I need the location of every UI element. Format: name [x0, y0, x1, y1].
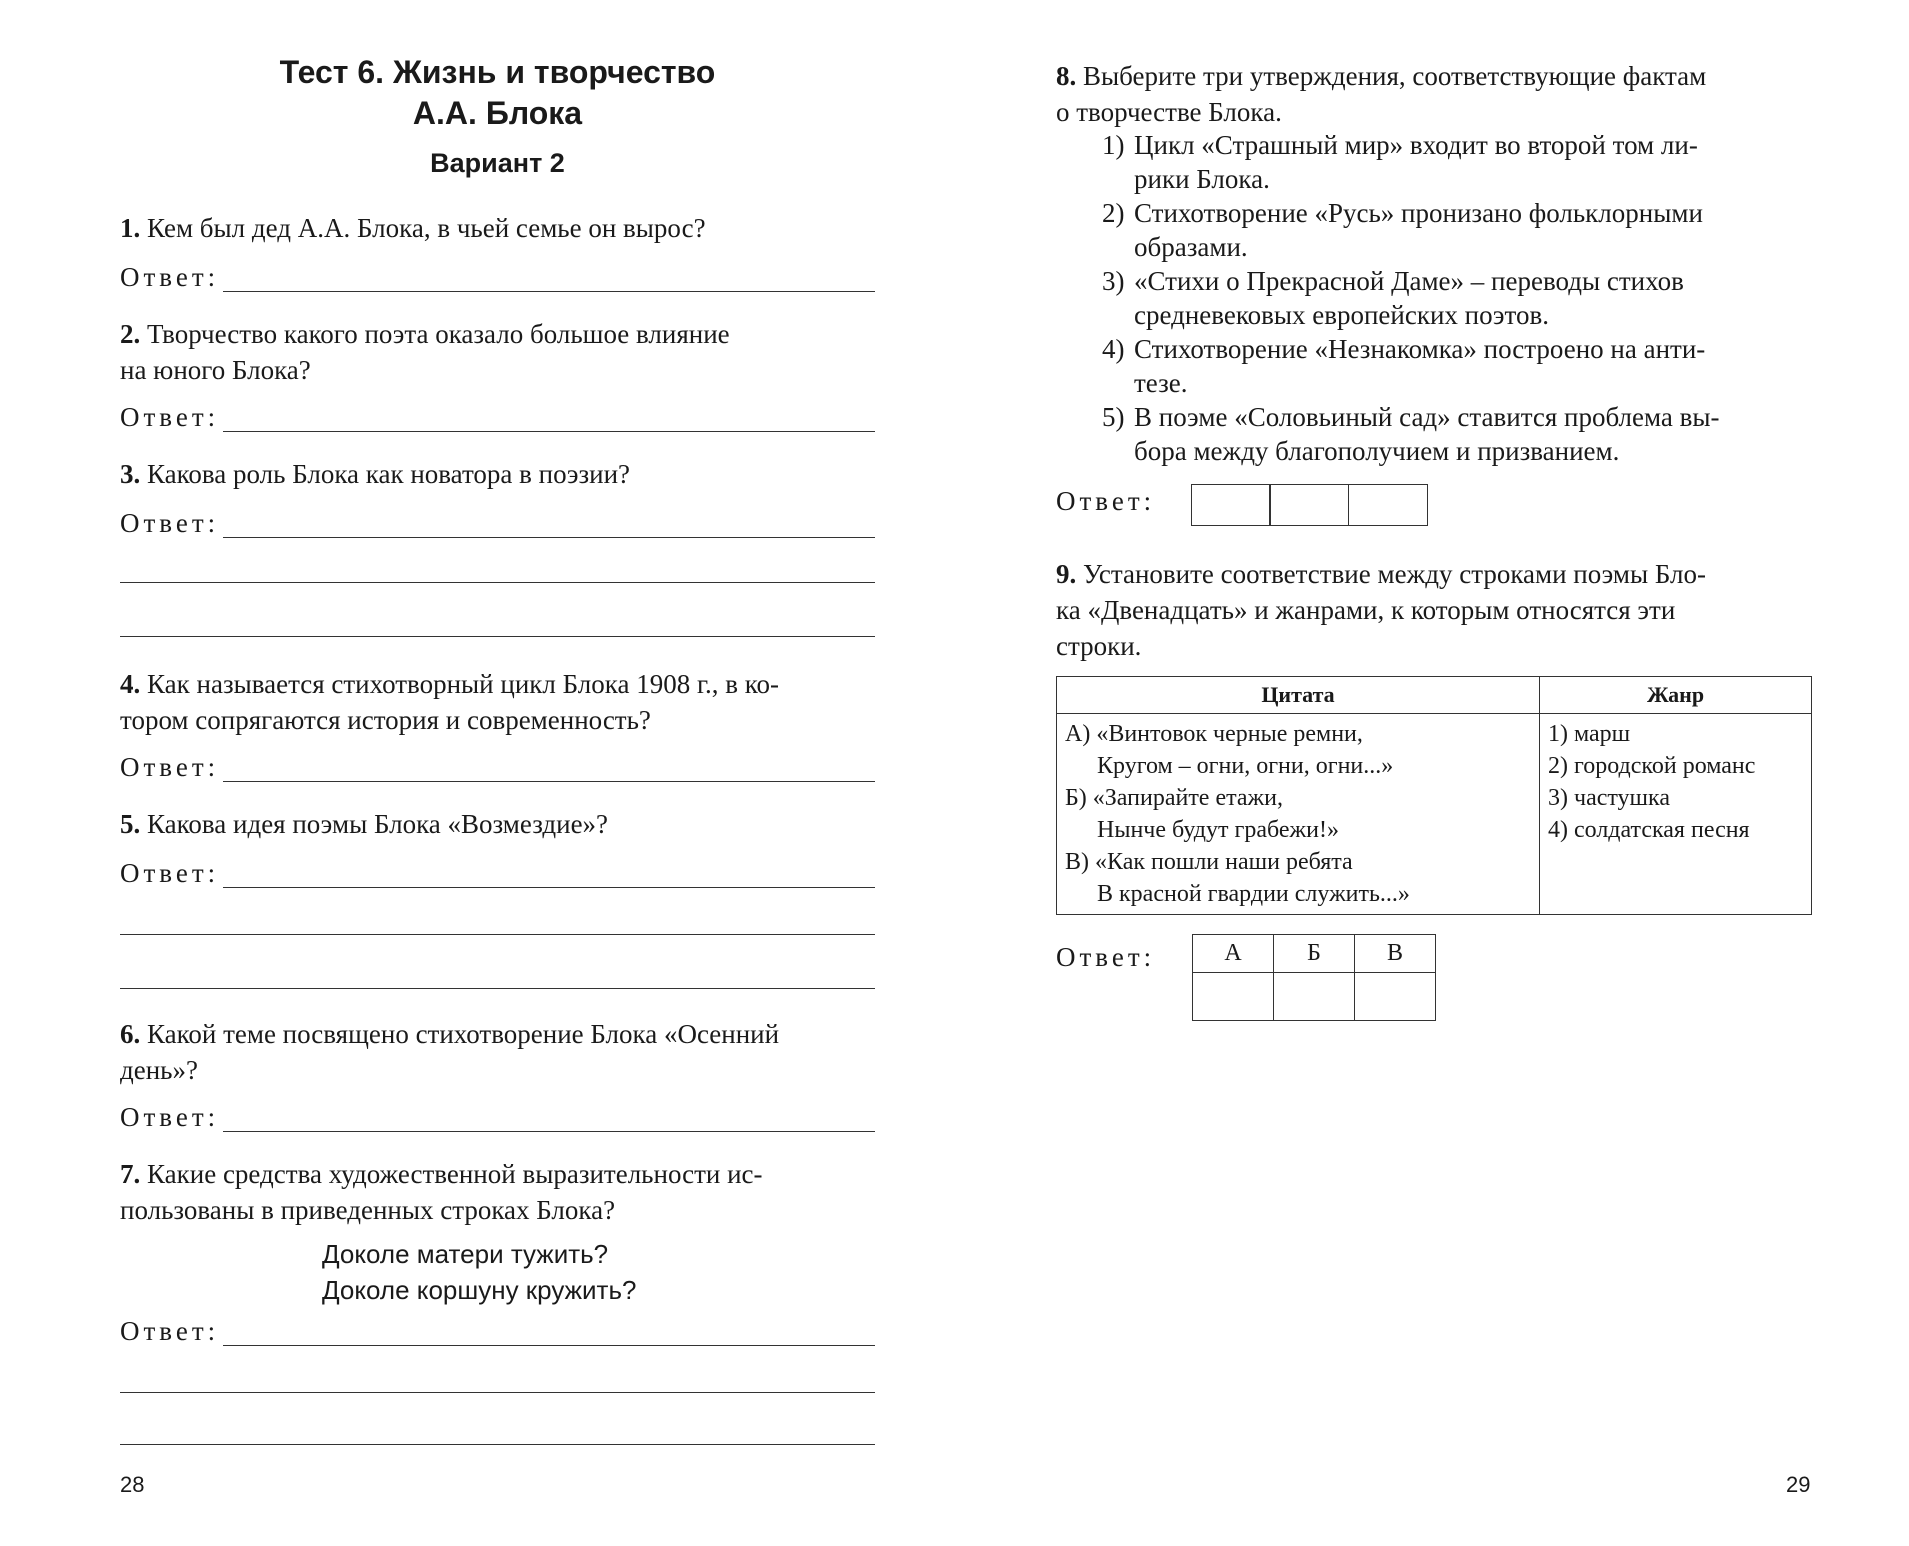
answer-header-v: В [1355, 935, 1436, 973]
answer-9: Ответ: [1056, 942, 1156, 972]
question-6: 6. Какой теме посвящено стихотворение Блока «Осенний день»? [120, 1019, 780, 1085]
answer-header-a: А [1193, 935, 1274, 973]
answer-6[interactable]: Ответ: [120, 1102, 875, 1132]
answer-9-grid [1192, 934, 1436, 1021]
answer-3[interactable]: Ответ: [120, 508, 875, 538]
question-8: 8. Выберите три утверждения, соответствующие фактам о творчестве Блока. [1056, 61, 1707, 127]
answer-line[interactable] [223, 863, 875, 888]
answer-header-b: Б [1274, 935, 1355, 973]
answer-3-extra-line[interactable] [120, 582, 875, 583]
table-header-quote: Цитата [1057, 677, 1540, 714]
answer-5-extra-line[interactable] [120, 934, 875, 935]
q8-option-2: 2) Стихотворение «Русь» пронизано фольклорными образами. [1102, 198, 1703, 262]
answer-line[interactable] [223, 1107, 875, 1132]
answer-4[interactable]: Ответ: [120, 752, 875, 782]
title-line-1: Тест 6. Жизнь и творчество [279, 54, 716, 90]
question-9: 9. Установите соответствие между строками поэмы Бло- ка «Двенадцать» и жанрами, к которым относятся эти строки. [1056, 559, 1707, 661]
q8-option-4: 4) Стихотворение «Незнакомка» построено на анти- тезе. [1102, 334, 1706, 398]
answer-cell[interactable] [1193, 973, 1274, 1021]
table-header-genre: Жанр [1540, 677, 1812, 714]
question-7: 7. Какие средства художественной выразительности ис- пользованы в приведенных строках Блока? [120, 1159, 763, 1225]
question-5: 5. Какова идея поэмы Блока «Возмездие»? [120, 809, 609, 839]
q8-option-3: 3) «Стихи о Прекрасной Даме» – переводы стихов средневековых европейских поэтов. [1102, 266, 1684, 330]
variant-label: Вариант 2 [430, 148, 565, 178]
answer-box[interactable] [1348, 484, 1428, 526]
answer-cell[interactable] [1355, 973, 1436, 1021]
question-3: 3. Какова роль Блока как новатора в поэзии? [120, 459, 631, 489]
answer-7-extra-line[interactable] [120, 1444, 875, 1445]
answer-7-extra-line[interactable] [120, 1392, 875, 1393]
genres-cell: 1) марш 2) городской романс 3) частушка 4) солдатская песня [1540, 714, 1812, 915]
answer-box[interactable] [1269, 484, 1349, 526]
quotes-cell: А) «Винтовок черные ремни, Кругом – огни, огни, огни...» Б) «Запирайте етажи, Нынче будут грабежи!» В) «Как пошли наши ребята В красной гвардии служить...» [1057, 714, 1540, 915]
answer-line[interactable] [223, 1321, 875, 1346]
title-line-2: А.А. Блока [412, 95, 583, 131]
test-title [120, 52, 875, 179]
q8-option-1: 1) Цикл «Страшный мир» входит во второй том ли- рики Блока. [1102, 130, 1698, 194]
question-4: 4. Как называется стихотворный цикл Блока 1908 г., в ко- тором сопрягаются история и современность? [120, 669, 779, 735]
page-number-right: 29 [1786, 1472, 1811, 1497]
answer-8: Ответ: [1056, 486, 1156, 516]
answer-3-extra-line[interactable] [120, 636, 875, 637]
answer-line[interactable] [223, 407, 875, 432]
right-page [960, 0, 1909, 1546]
question-2: 2. Творчество какого поэта оказало большое влияние на юного Блока? [120, 319, 730, 385]
answer-1[interactable]: Ответ: [120, 262, 875, 292]
page-number-left: 28 [120, 1472, 145, 1497]
answer-line[interactable] [223, 267, 875, 292]
answer-box[interactable] [1191, 484, 1271, 526]
answer-5-extra-line[interactable] [120, 988, 875, 989]
answer-2[interactable]: Ответ: [120, 402, 875, 432]
question-1: 1. Кем был дед А.А. Блока, в чьей семье он вырос? [120, 213, 706, 243]
answer-7[interactable]: Ответ: [120, 1316, 875, 1346]
answer-8-boxes [1192, 484, 1428, 526]
matching-table [1056, 676, 1812, 915]
poem-quote: Доколе матери тужить? Доколе коршуну кружить? [322, 1239, 637, 1305]
answer-5[interactable]: Ответ: [120, 858, 875, 888]
answer-line[interactable] [223, 513, 875, 538]
answer-line[interactable] [223, 757, 875, 782]
q8-option-5: 5) В поэме «Соловьиный сад» ставится проблема вы- бора между благополучием и призванием. [1102, 402, 1720, 466]
left-page [0, 0, 950, 1546]
answer-cell[interactable] [1274, 973, 1355, 1021]
